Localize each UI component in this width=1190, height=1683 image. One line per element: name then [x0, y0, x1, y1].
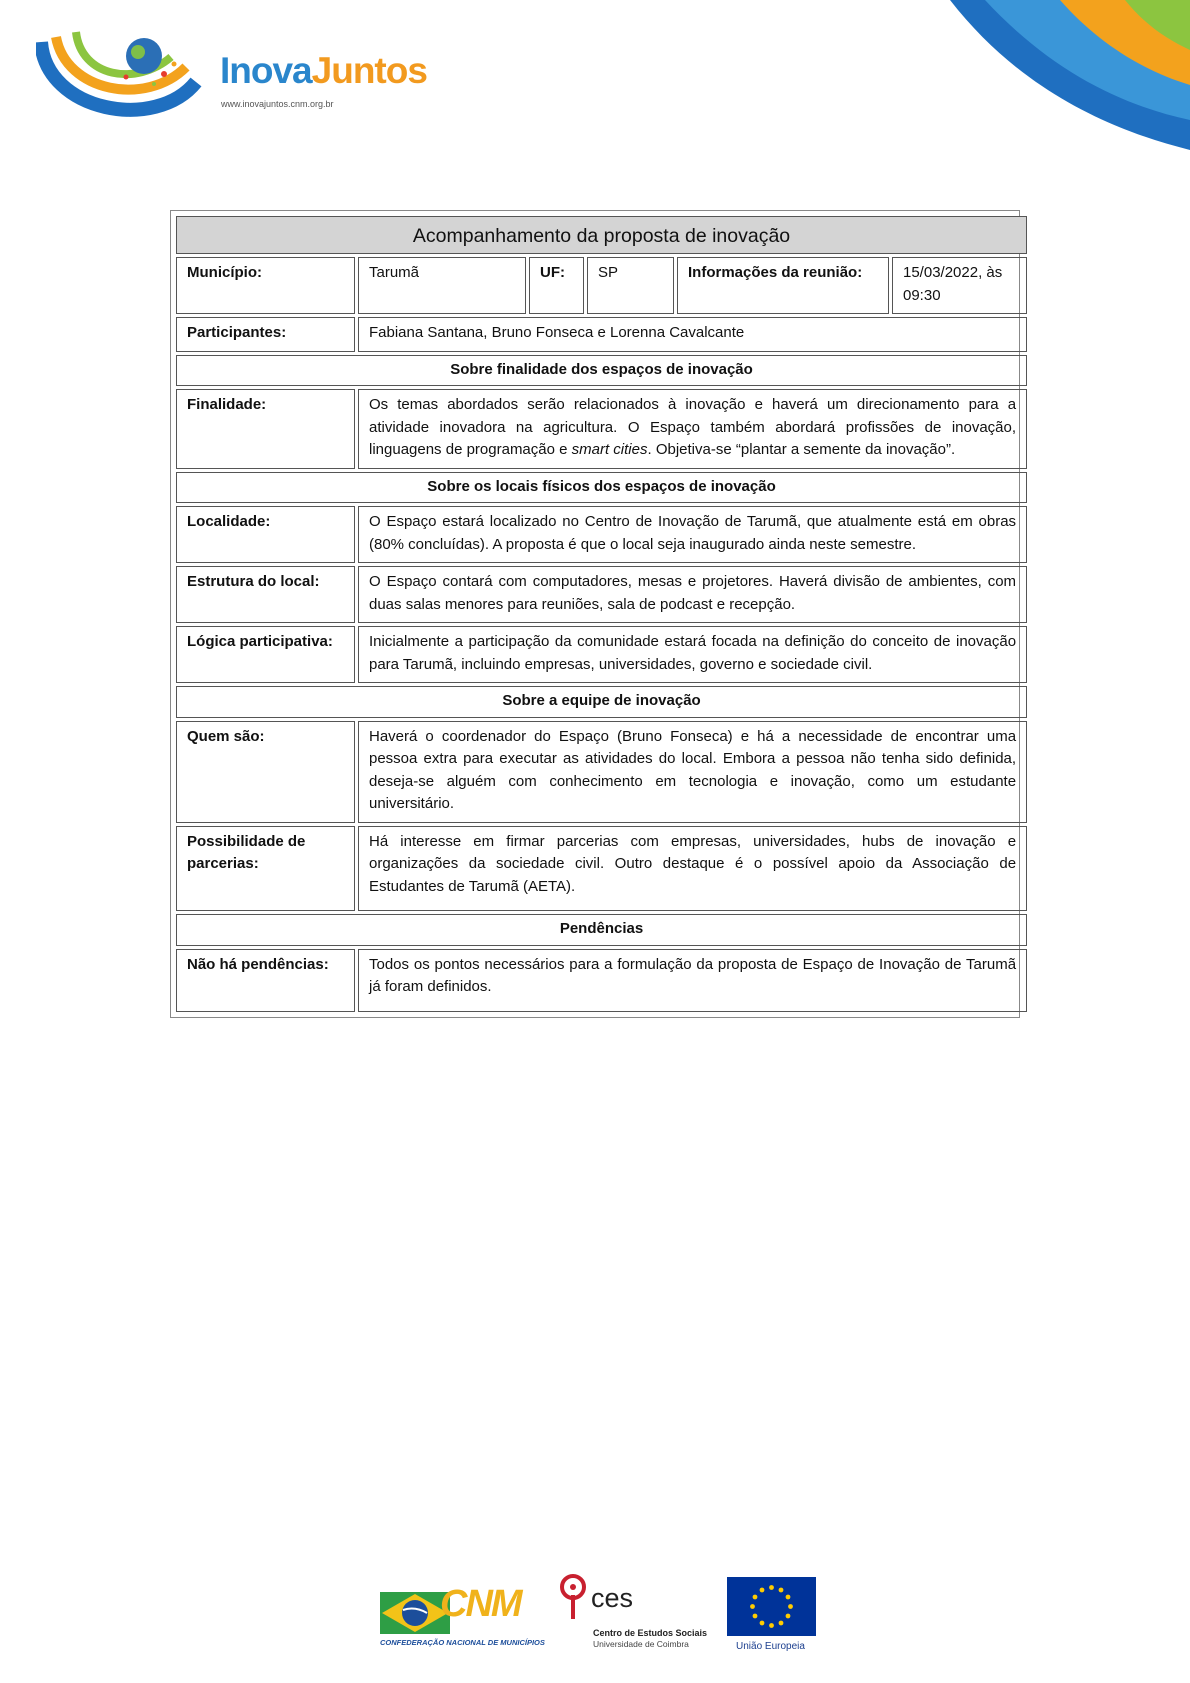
cnm-subtitle: CONFEDERAÇÃO NACIONAL DE MUNICÍPIOS	[380, 1638, 545, 1647]
section-pendencias-header: Pendências	[176, 914, 1027, 946]
section-equipe-header: Sobre a equipe de inovação	[176, 686, 1027, 718]
estrutura-value: O Espaço contará com computadores, mesas e projetores. Haverá divisão de ambientes, com duas salas menores para reuniões, sala de podcast e recepção.	[358, 566, 1027, 623]
eu-star-icon	[786, 1614, 791, 1619]
uf-label: UF:	[529, 257, 584, 314]
eu-star-icon	[769, 1623, 774, 1628]
participantes-value: Fabiana Santana, Bruno Fonseca e Lorenna Cavalcante	[358, 317, 1027, 352]
finalidade-value	[358, 389, 1027, 469]
eu-star-icon	[760, 1588, 765, 1593]
municipio-label: Município:	[176, 257, 355, 314]
finalidade-text-a: Os temas abordados serão relacionados à inovação e haverá um direcionamento para a atividade inovadora na agricultura. O Espaço também abordará profissões de inovação, linguagens de programação e	[369, 396, 1017, 458]
ces-emblem-icon	[557, 1573, 593, 1621]
corner-swoosh-decoration-icon	[910, 0, 1190, 160]
eu-star-icon	[769, 1585, 774, 1590]
parcerias-value: Há interesse em firmar parcerias com empresas, universidades, hubs de inovação e organizações da sociedade civil. Outro destaque é o possível apoio da Associação de Estudantes de Tarumã (AETA).	[358, 826, 1027, 912]
pendencias-value: Todos os pontos necessários para a formulação da proposta de Espaço de Inovação de Tarumã já foram definidos.	[358, 949, 1027, 1012]
localidade-value: O Espaço estará localizado no Centro de Inovação de Tarumã, que atualmente está em obras (80% concluídas). A proposta é que o local seja inaugurado ainda neste semestre.	[358, 506, 1027, 563]
finalidade-label: Finalidade:	[176, 389, 355, 469]
uf-value: SP	[587, 257, 674, 314]
finalidade-text-b: . Objetiva-se “plantar a semente da inovação”.	[647, 441, 956, 458]
estrutura-label: Estrutura do local:	[176, 566, 355, 623]
section-locais-header: Sobre os locais físicos dos espaços de inovação	[176, 472, 1027, 504]
eu-star-icon	[750, 1604, 755, 1609]
form-title: Acompanhamento da proposta de inovação	[176, 216, 1027, 254]
eu-star-icon	[753, 1595, 758, 1600]
section-finalidade-header: Sobre finalidade dos espaços de inovação	[176, 355, 1027, 387]
participantes-label: Participantes:	[176, 317, 355, 352]
cnm-wordmark: CNM	[440, 1583, 521, 1625]
ces-university: Universidade de Coimbra	[593, 1639, 689, 1649]
eu-star-icon	[779, 1588, 784, 1593]
eu-star-icon	[788, 1604, 793, 1609]
pendencias-label: Não há pendências:	[176, 949, 355, 1012]
quem-value: Haverá o coordenador do Espaço (Bruno Fonseca) e há a necessidade de encontrar uma pessoa extra para executar as atividades do local. Embora a pessoa não tenha sido definida, deseja-se alguém com conhecimento em tecnologia e inovação, como um estudante universitário.	[358, 721, 1027, 823]
logica-value: Inicialmente a participação da comunidade estará focada na definição do conceito de inovação para Tarumã, incluindo empresas, universidades, governo e sociedade civil.	[358, 626, 1027, 683]
finalidade-text-italic: smart cities	[571, 441, 648, 458]
eu-star-icon	[753, 1614, 758, 1619]
localidade-label: Localidade:	[176, 506, 355, 563]
parcerias-label: Possibilidade de parcerias:	[176, 826, 355, 912]
logo-wordmark: InovaJuntos	[220, 50, 427, 91]
ces-subtitle: Centro de Estudos Sociais	[593, 1628, 708, 1638]
reuniao-value: 15/03/2022, às 09:30	[892, 257, 1027, 314]
eu-star-icon	[760, 1621, 765, 1626]
quem-label: Quem são:	[176, 721, 355, 823]
reuniao-label: Informações da reunião:	[677, 257, 889, 314]
eu-label: União Europeia	[736, 1641, 805, 1652]
proposal-tracking-form	[170, 210, 1020, 1018]
eu-star-icon	[779, 1621, 784, 1626]
logo-url: www.inovajuntos.cnm.org.br	[221, 99, 334, 109]
ces-wordmark: ces	[591, 1583, 634, 1613]
logica-label: Lógica participativa:	[176, 626, 355, 683]
footer-logos	[0, 1565, 1190, 1655]
eu-flag-icon	[727, 1577, 816, 1636]
municipio-value: Tarumã	[358, 257, 526, 314]
eu-star-icon	[786, 1595, 791, 1600]
